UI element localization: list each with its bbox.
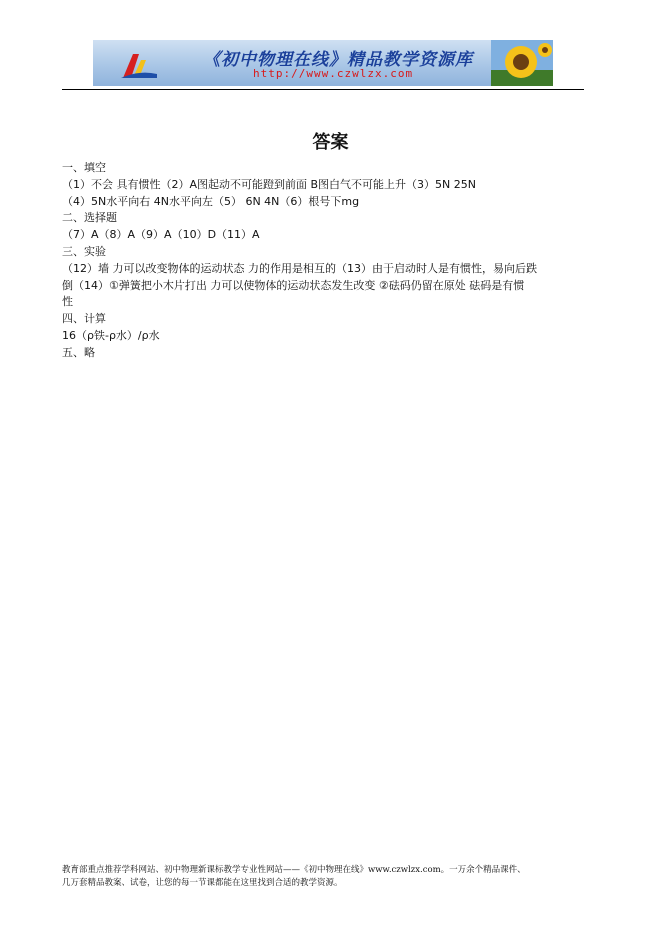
banner-title: 《初中物理在线》精品教学资源库 [203,50,473,70]
sunflower-image [491,40,553,86]
answer-body [62,160,588,362]
answer-line: 16（ρ铁-ρ水）/ρ水 [62,328,160,342]
answer-line: （12）墙 力可以改变物体的运动状态 力的作用是相互的（13）由于启动时人是有惯性，易向后跌 [62,261,537,275]
answer-line: （1）不会 具有惯性（2）A图起动不可能蹬到前面 B图白气不可能上升（3）5N 25N [62,177,477,191]
answer-line: （7）A（8）A（9）A（10）D（11）A [62,228,260,242]
answer-line: 五、略 [62,345,95,359]
answer-line: 四、计算 [62,312,106,326]
footer-line: 教育部重点推荐学科网站、初中物理新课标教学专业性网站——《初中物理在线》www.czwlzx.com。一万余个精品课件、 [62,865,526,875]
footer-line: 几万套精品教案、试卷，让您的每一节课都能在这里找到合适的教学资源。 [62,878,343,888]
document-title: 答案 [312,132,349,153]
answer-line: 性 [62,295,73,309]
site-logo [119,48,159,80]
answer-line: 一、填空 [62,161,106,174]
answer-line: 三、实验 [62,244,106,258]
header-rule [62,89,584,90]
page-footer [62,864,602,890]
header-banner [93,40,553,86]
banner-url[interactable]: http://www.czwlzx.com [253,67,414,80]
answer-line: （4）5N水平向右 4N水平向左（5） 6N 4N（6）根号下mg [62,194,360,208]
answer-line: 二、选择题 [62,211,117,225]
answer-line: 倒（14）①弹簧把小木片打出 力可以使物体的运动状态发生改变 ②砝码仍留在原处 砝码是有惯 [62,278,525,292]
